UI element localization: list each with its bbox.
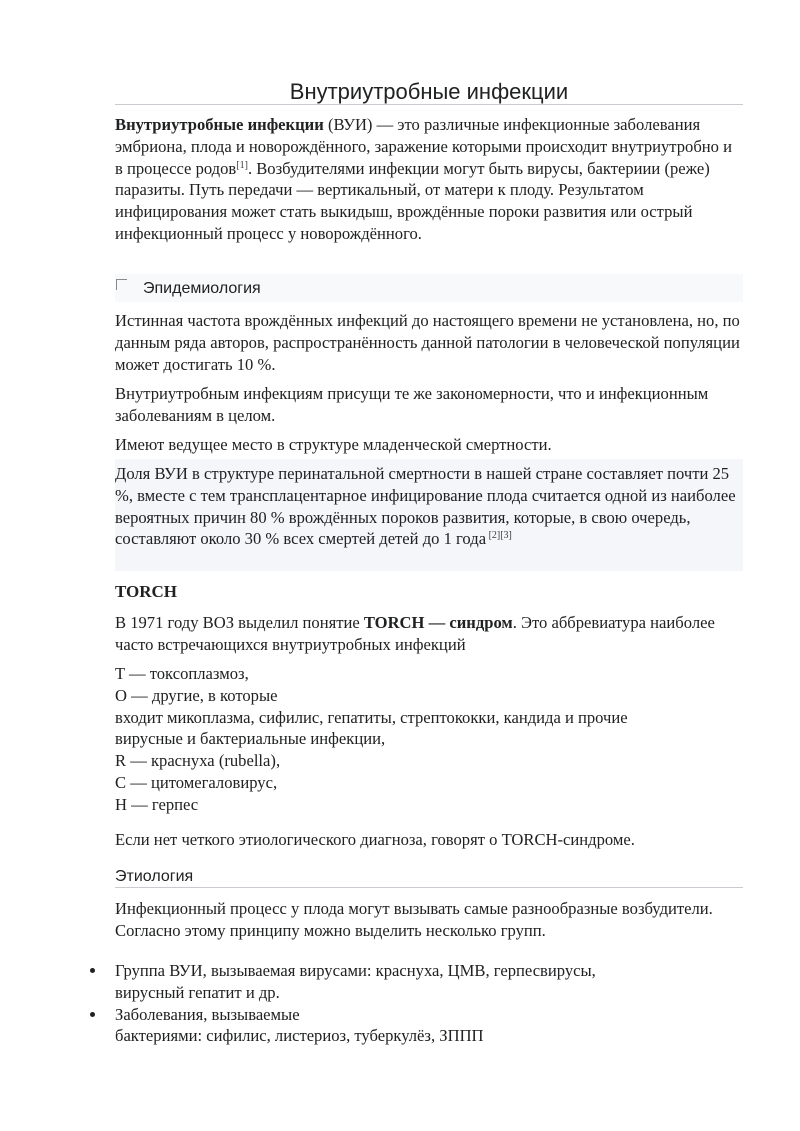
bullet-icon (90, 968, 95, 973)
torch-line: T — токсоплазмоз, (115, 664, 249, 683)
intro-paragraph (115, 114, 743, 245)
page-title: Внутриутробные инфекции (289, 79, 569, 104)
epidemiology-paragraph-4-text: Доля ВУИ в структуре перинатальной смертности в нашей стране составляет почти 25 %, вместе с тем трансплацентарное инфицирование плода считается одной из наиболее вероятных причин 80 % врождённых пороков развития, которые, в свою очередь, составляют около 30 % всех смертей детей до 1 года (115, 464, 736, 549)
etiology-list (115, 960, 743, 1047)
list-item-line: Заболевания, вызываемые (115, 1004, 300, 1024)
epidemiology-toggle[interactable] (115, 274, 743, 302)
torch-line: C — цитомегаловирус, (115, 772, 278, 792)
torch-intro-after: . Это аббревиатура наиболее часто встречающихся внутриутробных инфекций (115, 613, 715, 654)
etiology-heading: Этиология (115, 868, 194, 885)
etiology-divider (115, 887, 743, 888)
epidemiology-toggle-label[interactable]: Эпидемиология (143, 280, 261, 297)
list-item-line: бактериями: сифилис, листериоз, туберкулёз, ЗППП (115, 1026, 484, 1046)
intro-text-2: . Возбудителями инфекции могут быть вирусы, бактериии (реже) паразиты. Путь передачи — вертикальный, от матери к плоду. Результатом инфицирования может стать выкидыш, врождённые пороки развития или острый инфекционный процесс у новорождённого. (115, 158, 710, 243)
torch-syndrome-term: TORCH — синдром (363, 613, 513, 632)
etiology-paragraph: Инфекционный процесс у плода могут вызывать самые разнообразные возбудители. Согласно этому принципу можно выделить несколько групп. (115, 899, 713, 940)
torch-list (115, 663, 743, 816)
reference-link-2-3[interactable]: [2][3] (486, 530, 512, 542)
torch-line: вирусные и бактериальные инфекции, (115, 729, 386, 749)
bullet-icon (90, 1012, 95, 1017)
intro-term: Внутриутробные инфекции (115, 115, 324, 134)
torch-heading: TORCH (115, 582, 178, 601)
torch-line: входит микоплазма, сифилис, гепатиты, стрептококки, кандида и прочие (115, 707, 628, 727)
epidemiology-paragraph-3: Имеют ведущее место в структуре младенческой смертности. (115, 435, 552, 454)
list-item-line: Группа ВУИ, вызываемая вирусами: краснуха, ЦМВ, герпесвирусы, (115, 961, 596, 980)
torch-line: R — краснуха (rubella), (115, 751, 281, 771)
epidemiology-paragraph-1: Истинная частота врождённых инфекций до настоящего времени не установлена, но, по данным ряда авторов, распространённость данной патологии в человеческой популяции может достигать 10 %. (115, 311, 740, 374)
torch-intro-paragraph (115, 612, 743, 656)
torch-line: O — другие, в которые (115, 685, 278, 705)
list-item (115, 960, 743, 1004)
torch-conclusion: Если нет четкого этиологического диагноза, говорят о TORCH-синдроме. (115, 830, 635, 849)
list-item (115, 1004, 743, 1048)
torch-line: H — герпес (115, 794, 199, 814)
title-divider (115, 104, 743, 105)
reference-link-1[interactable]: [1] (236, 159, 248, 171)
torch-intro-before: В 1971 году ВОЗ выделил понятие (115, 613, 364, 632)
intro-text-1: (ВУИ) — это различные инфекционные заболевания эмбриона, плода и новорождённого, заражение которыми происходит внутриутробно и в процессе родов (115, 115, 733, 178)
list-item-line: вирусный гепатит и др. (115, 982, 280, 1002)
collapse-toggle-icon[interactable] (116, 279, 127, 290)
epidemiology-paragraph-2: Внутриутробным инфекциям присущи те же закономерности, что и инфекционным заболеваниям в целом. (115, 384, 709, 425)
epidemiology-paragraph-4 (115, 463, 743, 550)
